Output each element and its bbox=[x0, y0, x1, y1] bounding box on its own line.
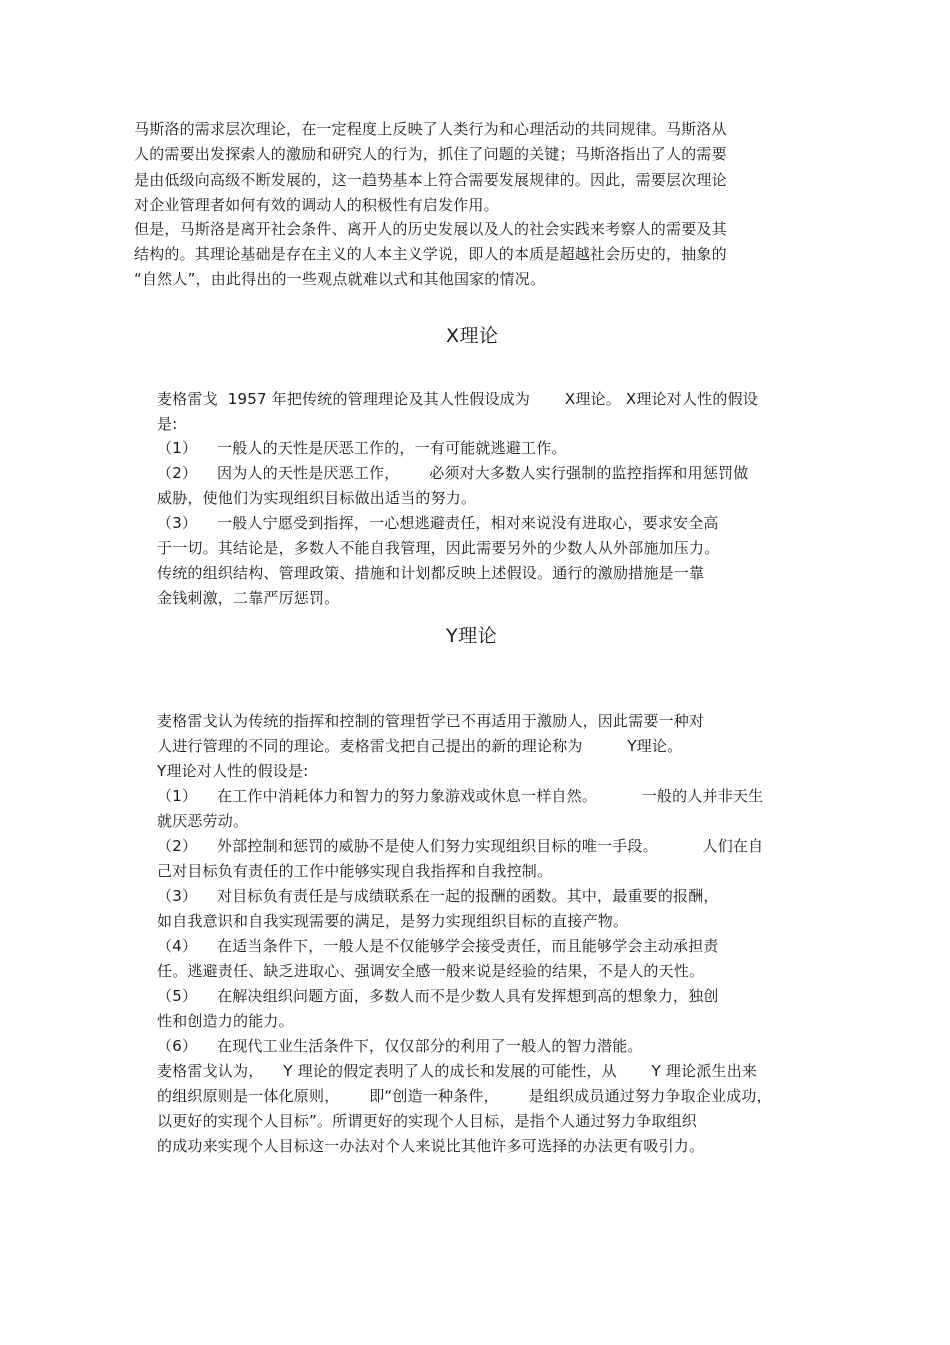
y-theory-line: （1） 在工作中消耗体力和智力的努力象游戏或休息一样自然。 一般的人并非天生 bbox=[157, 787, 764, 805]
x-theory-line: 传统的组织结构、管理政策、措施和计划都反映上述假设。通行的激励措施是一靠 bbox=[157, 564, 705, 582]
x-theory-line: 金钱刺激，二靠严厉惩罚。 bbox=[157, 589, 340, 607]
intro-line: 马斯洛的需求层次理论，在一定程度上反映了人类行为和心理活动的共同规律。马斯洛从 bbox=[134, 120, 727, 138]
y-theory-line: Y理论对人性的假设是: bbox=[157, 762, 309, 780]
y-theory-line: 己对目标负有责任的工作中能够实现自我指挥和自我控制。 bbox=[157, 862, 553, 880]
x-theory-line: 麦格雷戈 1957 年把传统的管理理论及其人性假设成为 X理论。 X理论对人性的假设 bbox=[157, 390, 758, 408]
intro-line: 但是，马斯洛是离开社会条件、离开人的历史发展以及人的社会实践来考察人的需要及其 bbox=[134, 220, 727, 238]
y-theory-line: 麦格雷戈认为， Y 理论的假定表明了人的成长和发展的可能性，从 Y 理论派生出来 bbox=[157, 1062, 758, 1080]
y-theory-line: （6） 在现代工业生活条件下，仅仅部分的利用了一般人的智力潜能。 bbox=[157, 1037, 643, 1055]
y-theory-line: （3） 对目标负有责任是与成绩联系在一起的报酬的函数。其中，最重要的报酬， bbox=[157, 887, 719, 905]
y-theory-line: 的组织原则是一体化原则， 即“创造一种条件， 是组织成员通过努力争取企业成功， bbox=[157, 1087, 772, 1105]
x-theory-line: 于一切。其结论是，多数人不能自我管理，因此需要另外的少数人从外部施加压力。 bbox=[157, 539, 720, 557]
x-theory-line: （2） 因为人的天性是厌恶工作， 必须对大多数人实行强制的监控指挥和用惩罚做 bbox=[157, 464, 749, 482]
y-theory-line: 人进行管理的不同的理论。麦格雷戈把自己提出的新的理论称为 Y理论。 bbox=[157, 737, 683, 755]
y-theory-line: 如自我意识和自我实现需要的满足，是努力实现组织目标的直接产物。 bbox=[157, 912, 629, 930]
intro-line: 对企业管理者如何有效的调动人的积极性有启发作用。 bbox=[134, 196, 499, 214]
section-heading-y-theory: Y理论 bbox=[446, 625, 498, 647]
y-theory-line: 麦格雷戈认为传统的指挥和控制的管理哲学已不再适用于激励人，因此需要一种对 bbox=[157, 712, 705, 730]
y-theory-line: （2） 外部控制和惩罚的威胁不是使人们努力实现组织目标的唯一手段。 人们在自 bbox=[157, 837, 764, 855]
x-theory-line: 威胁，使他们为实现组织目标做出适当的努力。 bbox=[157, 489, 477, 507]
y-theory-line: （4） 在适当条件下，一般人是不仅能够学会接受责任，而且能够学会主动承担责 bbox=[157, 937, 719, 955]
x-theory-line: （1） 一般人的天性是厌恶工作的，一有可能就逃避工作。 bbox=[157, 439, 567, 457]
intro-line: 结构的。其理论基础是存在主义的人本主义学说，即人的本质是超越社会历史的，抽象的 bbox=[134, 245, 727, 263]
x-theory-line: 是: bbox=[157, 415, 178, 433]
y-theory-line: 的成功来实现个人目标这一办法对个人来说比其他许多可选择的办法更有吸引力。 bbox=[157, 1137, 705, 1155]
y-theory-line: 任。逃避责任、缺乏进取心、强调安全感一般来说是经验的结果，不是人的天性。 bbox=[157, 962, 705, 980]
intro-line: 人的需要出发探索人的激励和研究人的行为，抓住了问题的关键；马斯洛指出了人的需要 bbox=[134, 145, 727, 163]
x-theory-line: （3） 一般人宁愿受到指挥，一心想逃避责任，相对来说没有进取心，要求安全高 bbox=[157, 514, 719, 532]
y-theory-line: 就厌恶劳动。 bbox=[157, 812, 249, 830]
y-theory-line: （5） 在解决组织问题方面，多数人而不是少数人具有发挥想到高的想象力，独创 bbox=[157, 987, 719, 1005]
intro-line: 是由低级向高级不断发展的，这一趋势基本上符合需要发展规律的。因此，需要层次理论 bbox=[134, 171, 727, 189]
y-theory-line: 性和创造力的能力。 bbox=[157, 1012, 294, 1030]
section-heading-x-theory: X理论 bbox=[446, 325, 499, 347]
intro-line: “自然人”，由此得出的一些观点就难以式和其他国家的情况。 bbox=[134, 270, 546, 288]
y-theory-line: 以更好的实现个人目标”。所谓更好的实现个人目标，是指个人通过努力争取组织 bbox=[157, 1112, 697, 1130]
